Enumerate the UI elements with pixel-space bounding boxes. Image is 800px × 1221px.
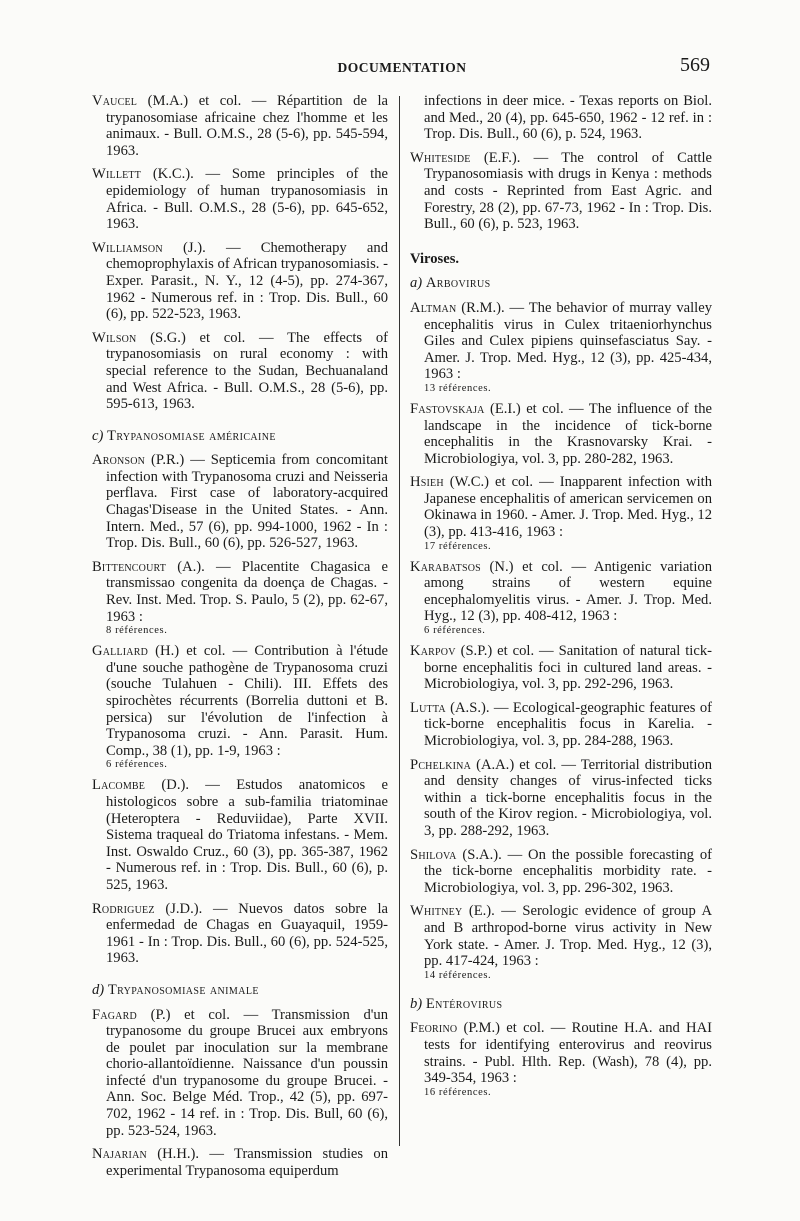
section-letter: a) — [410, 275, 423, 292]
entry-author: Rodriguez — [92, 900, 155, 917]
bibliography-entry — [92, 777, 388, 893]
bibliography-entry — [410, 401, 712, 467]
entry-citation: (D.). — Estudos anatomicos e histologicos sobre a sub-familia triatominae (Heteroptera - Reduviidae), Parte XVII. Sistema traqueal do Triatoma infestans. - Mem. Inst. Oswaldo Cruz., 60 (3), pp. 365-387, 1962 - Numerous ref. in : Trop. Dis. Bull., 60 (6), p. 525, 1963. — [106, 777, 388, 893]
section-name: Arbovirus — [425, 275, 491, 292]
entry-citation: (A.S.). — Ecological-geographic features of tick-borne encephalitis focus in Karelia. - Microbiologiya, vol. 3, pp. 284-288, 1963. — [424, 699, 712, 749]
entry-reference-count: 16 références. — [424, 1086, 492, 1098]
entry-group — [410, 1020, 712, 1097]
entry-author: Karpov — [410, 643, 456, 660]
section-heading — [410, 996, 712, 1013]
entry-citation: (N.) et col. — Antigenic variation among strains of western equine encephalomyelitis virus. - Amer. J. Trop. Med. Hyg., 12 (3), pp. 408-412, 1963 : — [424, 558, 712, 625]
entry-citation: (W.C.) et col. — Inapparent infection with Japanese encephalitis of american servicemen on Okinawa in 1960. - Amer. J. Trop. Med. Hyg., 12 (3), pp. 413-416, 1963 : — [424, 474, 712, 541]
continued-entry: infections in deer mice. - Texas reports on Biol. and Med., 20 (4), pp. 645-650, 1962 - 12 ref. in : Trop. Dis. Bull., 60 (6), p. 524, 1963. — [424, 93, 712, 143]
section-name: Trypanosomiase animale — [107, 981, 259, 998]
entry-author: Wilson — [92, 329, 137, 346]
entry-author: Hsieh — [410, 474, 444, 491]
section-heading — [410, 275, 712, 292]
bibliography-entry — [410, 1020, 712, 1097]
entry-citation: (E.). — Serologic evidence of group A and B arthropod-borne virus activity in New York state. - Amer. J. Trop. Med. Hyg., 12 (3), pp. 417-424, 1963 : — [424, 903, 712, 970]
entry-author: Whiteside — [410, 149, 471, 166]
section-letter: b) — [410, 995, 423, 1012]
entry-author: Karabatsos — [410, 558, 481, 575]
entry-author: Feorino — [410, 1020, 458, 1037]
entry-citation: (A.A.) et col. — Territorial distribution and density changes of virus-infected ticks within a tick-borne encephalitis focus in the south of the Kirov region. - Microbiologiya, vol. 3, pp. 288-292, 1963. — [424, 756, 712, 839]
section-letter: c) — [92, 427, 104, 444]
entry-author: Vaucel — [92, 93, 138, 109]
entry-author: Williamson — [92, 239, 163, 256]
entry-group — [92, 1007, 388, 1180]
bibliography-entry — [92, 240, 388, 323]
entry-author: Pchelkina — [410, 756, 472, 773]
entry-citation: (J.D.). — Nuevos datos sobre la enfermedad de Chagas en Guayaquil, 1959-1961 - In : Trop. Dis. Bull., 60 (6), pp. 524-525, 1963. — [106, 900, 388, 967]
entry-citation: (P.R.) — Septicemia from concomitant infection with Trypanosoma cruzi and Neisseria perflava. First case of laboratory-acquired Chagas'Disease in the United States. - Ann. Intern. Med., 57 (6), pp. 994-1000, 1962 - In : Trop. Dis. Bull., 60 (6), pp. 526-527, 1963. — [106, 452, 388, 552]
entry-reference-count: 8 références. — [106, 625, 168, 637]
bibliography-entry — [410, 150, 712, 233]
bibliography-entry — [410, 643, 712, 693]
entry-reference-count: 6 références. — [424, 625, 486, 637]
entry-author: Aronson — [92, 452, 146, 469]
entry-group — [410, 150, 712, 233]
running-title: DOCUMENTATION — [337, 60, 467, 75]
entry-author: Bittencourt — [92, 558, 167, 575]
bibliography-entry — [92, 559, 388, 636]
bibliography-entry — [410, 757, 712, 840]
bibliography-entry — [92, 93, 388, 159]
entry-citation: (H.) et col. — Contribution à l'étude d'une souche pathogène de Trypanosoma cruzi (souche Tulahuen - Chili). III. Effets des spirochètes récurrents (Borrelia duttoni et B. persica) sur l'évolution de l'infection à Trypanosoma cruzi. - Ann. Parasit. Hum. Comp., 38 (1), pp. 1-9, 1963 : — [106, 643, 388, 759]
entry-citation: (K.C.). — Some principles of the epidemiology of human trypanosomiasis in Africa. - Bull. O.M.S., 28 (5-6), pp. 645-652, 1963. — [106, 166, 388, 233]
page-header — [92, 54, 712, 80]
entry-citation: (P.M.) et col. — Routine H.A. and HAI tests for identifying enterovirus and reovirus strains. - Publ. Hlth. Rep. (Wash), 78 (4), pp. 349-354, 1963 : — [424, 1020, 712, 1087]
section-heading — [92, 428, 388, 445]
entry-group — [92, 93, 388, 413]
entry-author: Lutta — [410, 699, 446, 716]
entry-citation: (S.A.). — On the possible forecasting of the tick-borne encephalitis morbidity rate. - Microbiologiya, vol. 3, pp. 296-302, 1963. — [424, 846, 712, 896]
entry-author: Altman — [410, 299, 457, 316]
major-heading: Viroses. — [410, 250, 460, 267]
left-column — [92, 93, 388, 1186]
entry-author: Galliard — [92, 643, 149, 660]
bibliography-entry — [92, 452, 388, 552]
bibliography-entry — [410, 300, 712, 394]
entry-author: Shilova — [410, 846, 457, 863]
bibliography-entry — [92, 1007, 388, 1140]
bibliography-entry — [410, 903, 712, 980]
entry-citation: (E.I.) et col. — The influence of the landscape in the incidence of tick-borne encephalitis in the Krasnovarsky Krai. - Microbiologiya, vol. 3, pp. 280-282, 1963. — [424, 400, 712, 467]
bibliography-entry — [410, 847, 712, 897]
right-column — [410, 93, 712, 1105]
entry-author: Willett — [92, 166, 142, 183]
bibliography-entry — [410, 559, 712, 636]
entry-author: Lacombe — [92, 777, 146, 794]
page-number: 569 — [680, 54, 710, 76]
section-heading — [92, 982, 388, 999]
bibliography-entry — [92, 643, 388, 770]
entry-citation: (M.A.) et col. — Répartition de la trypanosomiase africaine chez l'homme et les animaux. - Bull. O.M.S., 28 (5-6), pp. 545-594, 1963. — [106, 93, 388, 159]
entry-author: Fagard — [92, 1006, 137, 1023]
entry-citation: (S.G.) et col. — The effects of trypanosomiasis on rural economy : with special reference to the Sudan, Bechuanaland and West Africa. - Bull. O.M.S., 28 (5-6), pp. 595-613, 1963. — [106, 329, 388, 413]
column-divider — [399, 96, 400, 1146]
bibliography-entry — [92, 330, 388, 413]
entry-author: Najarian — [92, 1146, 147, 1163]
bibliography-entry — [92, 1146, 388, 1179]
entry-reference-count: 13 références. — [424, 382, 492, 394]
entry-citation: (E.F.). — The control of Cattle Trypanosomiasis with drugs in Kenya : methods and costs - Reprinted from East Agric. and Forestry, 28 (2), pp. 67-73, 1962 - In : Trop. Dis. Bull., 60 (6), p. 523, 1963. — [424, 149, 712, 233]
entry-reference-count: 17 références. — [424, 540, 492, 552]
entry-author: Fastovskaja — [410, 400, 485, 417]
entry-reference-count: 14 références. — [424, 969, 492, 981]
entry-group — [92, 452, 388, 967]
entry-citation: (S.P.) et col. — Sanitation of natural tick-borne encephalitis foci in cultured land areas. - Microbiologiya, vol. 3, pp. 292-296, 1963. — [424, 643, 712, 693]
entry-citation: (A.). — Placentite Chagasica e transmissao congenita da doença de Chagas. - Rev. Inst. Med. Trop. S. Paulo, 5 (2), pp. 62-67, 1963 : — [106, 558, 388, 625]
entry-citation: (P.) et col. — Transmission d'un trypanosome du groupe Brucei aux embryons de poulet par inoculation sur la membrane chorio-allantoïdienne. Naissance d'un poussin infecté d'un trypanosome du groupe Brucei. - Ann. Soc. Belge Méd. Trop., 42 (5), pp. 697-702, 1962 - 14 ref. in : Trop. Dis. Bull, 60 (6), pp. 523-524, 1963. — [106, 1006, 388, 1139]
entry-citation: (J.). — Chemotherapy and chemoprophylaxis of African trypanosomiasis. - Exper. Parasit., N. Y., 12 (4-5), pp. 274-367, 1962 - Numerous ref. in : Trop. Dis. Bull., 60 (6), pp. 522-523, 1963. — [106, 239, 388, 323]
entry-reference-count: 6 références. — [106, 759, 168, 771]
section-letter: d) — [92, 981, 105, 998]
bibliography-entry — [92, 166, 388, 232]
bibliography-entry — [410, 474, 712, 551]
bibliography-entry — [92, 901, 388, 967]
entry-group — [410, 300, 712, 981]
entry-citation: (R.M.). — The behavior of murray valley encephalitis virus in Culex tritaeniorhynchus Giles and Culex pipiens quinsefasciatus Say. - Amer. J. Trop. Med. Hyg., 12 (3), pp. 425-434, 1963 : — [424, 299, 712, 383]
section-name: Entérovirus — [425, 995, 503, 1012]
section-name: Trypanosomiase américaine — [107, 427, 276, 444]
bibliography-entry — [410, 700, 712, 750]
entry-citation: (H.H.). — Transmission studies on experimental Trypanosoma equiperdum — [106, 1146, 388, 1179]
entry-author: Whitney — [410, 903, 463, 920]
